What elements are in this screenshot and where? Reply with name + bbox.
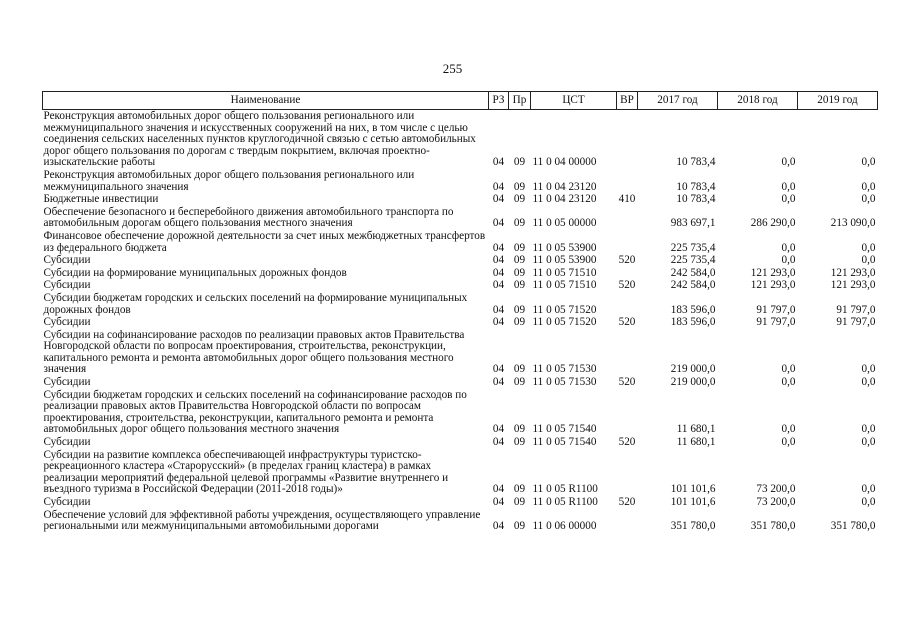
table-row (43, 436, 878, 449)
cell-pr: 09 (513, 193, 526, 206)
cell-2019: 91 797,0 (836, 316, 876, 329)
table-row (43, 449, 878, 496)
cell-2017: 983 697,1 (670, 217, 716, 230)
cell-vr: 520 (618, 316, 636, 329)
header-name: Наименование (43, 92, 489, 110)
cell-cst: 11 0 04 00000 (532, 156, 597, 169)
cell-cst: 11 0 05 R1100 (532, 496, 598, 508)
cell-2018: 121 293,0 (750, 266, 796, 279)
table-row (43, 389, 878, 436)
cell-rz: 04 (492, 520, 505, 533)
cell-2018: 0,0 (781, 436, 796, 449)
cell-pr: 09 (513, 217, 526, 230)
cell-2019: 0,0 (861, 193, 876, 206)
cell-vr: 410 (618, 193, 636, 206)
cell-rz: 04 (492, 483, 505, 496)
cell-name: Реконструкция автомобильных дорог общего пользования регионального или межмуниципального значения (43, 168, 415, 193)
cell-2017: 219 000,0 (670, 363, 716, 376)
cell-name: Субсидии бюджетам городских и сельских поселений на софинансирование расходов по реализации правовых актов Правительства Новгородской области по вопросам проектирования, строительства, реконструкции, капитального ремонта и ремонта автомобильных дорог общего пользования местного значения (43, 388, 467, 436)
cell-2019: 91 797,0 (836, 303, 876, 316)
cell-cst: 11 0 05 71510 (532, 266, 597, 279)
cell-name: Субсидии (43, 279, 91, 292)
cell-cst: 11 0 05 71530 (532, 363, 597, 376)
cell-name: Субсидии на формирование муниципальных дорожных фондов (43, 266, 347, 279)
cell-2018: 0,0 (781, 193, 796, 206)
header-2017: 2017 год (638, 92, 718, 110)
cell-rz: 04 (492, 266, 505, 279)
cell-2017: 242 584,0 (670, 266, 716, 279)
cell-2017: 10 783,4 (676, 180, 716, 193)
cell-name: Финансовое обеспечение дорожной деятельности за счет иных межбюджетных трансфертов из федерального бюджета (43, 229, 486, 254)
header-pr: Пр (509, 92, 531, 110)
table-row (43, 329, 878, 376)
cell-vr (617, 449, 638, 496)
cell-pr: 09 (513, 520, 526, 533)
cell-cst: 11 0 05 71540 (532, 423, 597, 436)
cell-pr: 09 (513, 496, 526, 508)
cell-2017: 219 000,0 (670, 376, 716, 389)
cell-name: Субсидии на софинансирование расходов по реализации правовых актов Правительства Новгородской области по вопросам проектирования, строительства, реконструкции, капитального ремонта и ремонта автомобильных дорог общего пользования местного значения (43, 328, 465, 376)
cell-vr: 520 (618, 436, 636, 449)
cell-2017: 10 783,4 (676, 193, 716, 206)
table-row (43, 193, 878, 206)
table-body (43, 110, 878, 533)
header-2019: 2019 год (798, 92, 878, 110)
cell-2018: 0,0 (781, 376, 796, 389)
cell-2018: 0,0 (781, 241, 796, 254)
cell-name: Реконструкция автомобильных дорог общего пользования регионального или межмуниципального значения и искусственных сооружений на них, в том числе с целью соединения сельских населенных пунктов круглогодичной связью с сетью автомобильных дорог общего пользования по дорогам с твердым покрытием, включая проектно-изыскательские работы (43, 110, 476, 169)
cell-vr (617, 267, 638, 280)
cell-2017: 11 680,1 (676, 436, 716, 449)
cell-name: Субсидии (43, 436, 91, 449)
cell-2018: 121 293,0 (750, 279, 796, 292)
cell-cst: 11 0 05 R1100 (532, 483, 598, 496)
cell-name: Субсидии на развитие комплекса обеспечивающей инфраструктуры туристско-рекреационного кластера «Старорусский» (в пределах границ кластера) в рамках реализации мероприятий федеральной целевой программы «Развитие внутреннего и въездного туризма в Российской Федерации (2011-2018 годы)» (43, 448, 449, 496)
cell-cst: 11 0 05 71520 (532, 316, 597, 329)
table-row (43, 230, 878, 254)
cell-2017: 242 584,0 (670, 279, 716, 292)
cell-2019: 213 090,0 (830, 217, 876, 230)
table-row (43, 376, 878, 389)
header-vr: ВР (617, 92, 638, 110)
cell-2017: 10 783,4 (676, 156, 716, 169)
cell-rz: 04 (492, 193, 505, 206)
cell-cst: 11 0 05 71540 (532, 436, 597, 449)
cell-2018: 73 200,0 (756, 496, 796, 508)
cell-cst: 11 0 05 00000 (532, 217, 597, 230)
cell-pr: 09 (513, 266, 526, 279)
cell-vr: 520 (618, 279, 636, 292)
cell-rz: 04 (492, 217, 505, 230)
cell-2017: 225 735,4 (670, 241, 716, 254)
cell-2019: 0,0 (861, 254, 876, 267)
cell-name: Субсидии (43, 496, 91, 508)
cell-2019: 0,0 (861, 423, 876, 436)
cell-pr: 09 (513, 436, 526, 449)
cell-pr: 09 (513, 423, 526, 436)
budget-table (42, 91, 878, 533)
header-cst: ЦСТ (531, 92, 617, 110)
cell-2019: 0,0 (861, 436, 876, 449)
cell-name: Субсидии бюджетам городских и сельских поселений на формирование муниципальных дорожных фондов (43, 291, 468, 316)
cell-2019: 121 293,0 (830, 266, 876, 279)
cell-2017: 183 596,0 (670, 316, 716, 329)
cell-vr (617, 292, 638, 316)
cell-pr: 09 (513, 180, 526, 193)
cell-vr (617, 169, 638, 193)
table-row (43, 169, 878, 193)
cell-pr: 09 (513, 363, 526, 376)
cell-2018: 0,0 (781, 423, 796, 436)
cell-rz: 04 (492, 303, 505, 316)
cell-2018: 0,0 (781, 254, 796, 267)
table-row (43, 316, 878, 329)
cell-cst: 11 0 04 23120 (532, 180, 597, 193)
table-row (43, 206, 878, 230)
cell-rz: 04 (492, 423, 505, 436)
table-row (43, 509, 878, 533)
cell-rz: 04 (492, 156, 505, 169)
cell-vr (617, 389, 638, 436)
cell-cst: 11 0 06 00000 (532, 520, 597, 533)
table-row (43, 267, 878, 280)
cell-rz: 04 (492, 241, 505, 254)
table-row (43, 292, 878, 316)
cell-2019: 0,0 (861, 483, 876, 496)
cell-pr: 09 (513, 316, 526, 329)
table-header (43, 92, 878, 110)
header-2018: 2018 год (718, 92, 798, 110)
cell-2019: 0,0 (861, 496, 876, 508)
table-row (43, 110, 878, 169)
table-row (43, 496, 878, 509)
cell-vr (617, 110, 638, 169)
header-rz: РЗ (489, 92, 509, 110)
cell-pr: 09 (513, 303, 526, 316)
cell-vr (617, 230, 638, 254)
table-row (43, 279, 878, 292)
cell-name: Бюджетные инвестиции (43, 193, 159, 206)
cell-rz: 04 (492, 279, 505, 292)
cell-2019: 0,0 (861, 180, 876, 193)
cell-vr: 520 (618, 254, 636, 267)
cell-2017: 101 101,6 (670, 483, 716, 496)
cell-rz: 04 (492, 436, 505, 449)
cell-2019: 0,0 (861, 363, 876, 376)
cell-2019: 121 293,0 (830, 279, 876, 292)
page-number: 255 (442, 61, 463, 76)
cell-2018: 73 200,0 (756, 483, 796, 496)
cell-2019: 0,0 (861, 241, 876, 254)
cell-2018: 91 797,0 (756, 303, 796, 316)
cell-rz: 04 (492, 180, 505, 193)
cell-rz: 04 (492, 254, 505, 267)
cell-2017: 351 780,0 (670, 520, 716, 533)
cell-2017: 183 596,0 (670, 303, 716, 316)
cell-2019: 0,0 (861, 156, 876, 169)
cell-pr: 09 (513, 483, 526, 496)
cell-vr: 520 (618, 496, 636, 508)
cell-2018: 0,0 (781, 156, 796, 169)
cell-name: Обеспечение условий для эффективной работы учреждения, осуществляющего управление региональными или межмуниципальными автомобильными дорогами (43, 508, 481, 533)
cell-2018: 0,0 (781, 363, 796, 376)
cell-rz: 04 (492, 363, 505, 376)
cell-cst: 11 0 04 23120 (532, 193, 597, 206)
cell-name: Обеспечение безопасного и бесперебойного движения автомобильного транспорта по автомобильным дорогам общего пользования местного значения (43, 205, 454, 230)
cell-name: Субсидии (43, 316, 91, 329)
cell-name: Субсидии (43, 254, 91, 267)
cell-2018: 286 290,0 (750, 217, 796, 230)
cell-2019: 0,0 (861, 376, 876, 389)
cell-rz: 04 (492, 496, 505, 508)
cell-vr (617, 329, 638, 376)
cell-cst: 11 0 05 53900 (532, 241, 597, 254)
cell-2017: 11 680,1 (676, 423, 716, 436)
cell-2019: 351 780,0 (830, 520, 876, 533)
cell-vr (617, 509, 638, 533)
cell-2017: 101 101,6 (670, 496, 716, 508)
table-row (43, 254, 878, 267)
cell-rz: 04 (492, 376, 505, 389)
cell-cst: 11 0 05 53900 (532, 254, 597, 267)
cell-cst: 11 0 05 71510 (532, 279, 597, 292)
cell-2018: 0,0 (781, 180, 796, 193)
cell-pr: 09 (513, 254, 526, 267)
cell-2018: 91 797,0 (756, 316, 796, 329)
cell-2017: 225 735,4 (670, 254, 716, 267)
cell-cst: 11 0 05 71530 (532, 376, 597, 389)
cell-cst: 11 0 05 71520 (532, 303, 597, 316)
cell-vr (617, 206, 638, 230)
cell-rz: 04 (492, 316, 505, 329)
cell-2018: 351 780,0 (750, 520, 796, 533)
cell-pr: 09 (513, 241, 526, 254)
cell-vr: 520 (618, 376, 636, 389)
cell-name: Субсидии (43, 376, 91, 389)
cell-pr: 09 (513, 376, 526, 389)
cell-pr: 09 (513, 279, 526, 292)
cell-pr: 09 (513, 156, 526, 169)
